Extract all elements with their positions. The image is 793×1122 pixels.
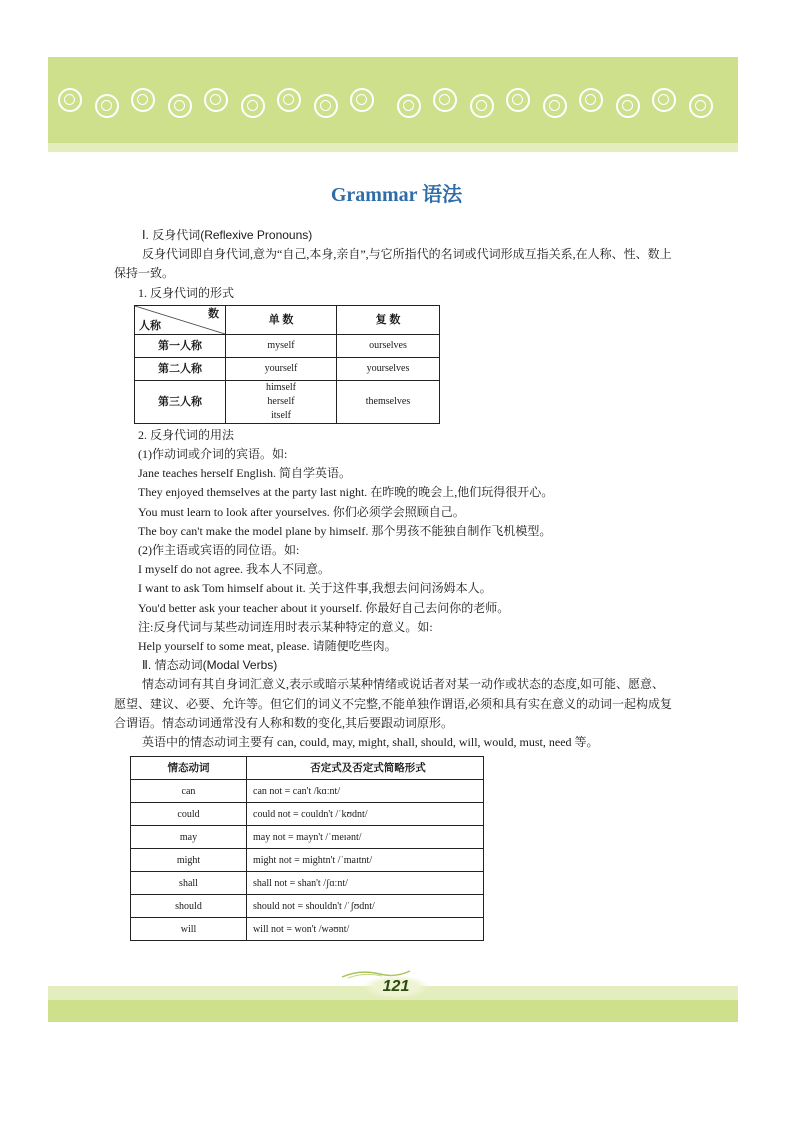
usage-note: 注:反身代词与某些动词连用时表示某种特定的意义。如: <box>138 619 433 634</box>
circle-ornament-icon <box>579 88 603 112</box>
circle-ornament-icon <box>350 88 374 112</box>
circle-ornament-icon <box>616 94 640 118</box>
table-cell-person: 第一人称 <box>135 334 226 357</box>
table-cell-plural: themselves <box>337 380 440 423</box>
table-cell-negative: may not = mayn't /ˈmeɪənt/ <box>247 826 484 849</box>
table-corner-cell <box>135 305 226 334</box>
section-heading-modal: Ⅱ. 情态动词(Modal Verbs) <box>142 658 278 673</box>
table-cell-verb: may <box>131 826 247 849</box>
table-cell-negative: should not = shouldn't /ˈʃʊdnt/ <box>247 895 484 918</box>
table-row <box>131 803 484 826</box>
table-cell-negative: shall not = shan't /ʃɑːnt/ <box>247 872 484 895</box>
subheading-usage: 2. 反身代词的用法 <box>138 427 235 442</box>
example-sentence: Help yourself to some meat, please. 请随便吃些肉。 <box>138 639 397 654</box>
table-cell-singular: yourself <box>226 357 337 380</box>
table-row <box>131 780 484 803</box>
example-sentence: I myself do not agree. 我本人不同意。 <box>138 562 330 577</box>
example-sentence: I want to ask Tom himself about it. 关于这件事,我想去问问汤姆本人。 <box>138 581 492 596</box>
page-content <box>114 226 674 941</box>
table-row <box>131 918 484 941</box>
example-sentence: You must learn to look after yourselves. 你们必须学会照顾自己。 <box>138 504 465 519</box>
usage-point-2: (2)作主语或宾语的同位语。如: <box>138 543 300 558</box>
circle-ornament-icon <box>506 88 530 112</box>
table-header-row <box>131 757 484 780</box>
section-intro-reflexive: 反身代词即自身代词,意为“自己,本身,亲自”,与它所指代的名词或代词形成互指关系,在人称、性、数上保持一致。 <box>114 247 672 281</box>
modal-verb-table <box>130 756 484 941</box>
table-cell-verb: could <box>131 803 247 826</box>
circle-ornament-icon <box>95 94 119 118</box>
table-row <box>135 380 440 423</box>
column-header-modal: 情态动词 <box>131 757 247 780</box>
page-number: 121 <box>362 975 430 999</box>
corner-label-number: 数 <box>208 307 219 320</box>
circle-ornament-icon <box>58 88 82 112</box>
circle-ornament-icon <box>204 88 228 112</box>
example-sentence: You'd better ask your teacher about it yourself. 你最好自己去问你的老师。 <box>138 600 510 615</box>
usage-point-1: (1)作动词或介词的宾语。如: <box>138 447 288 462</box>
table-cell-verb: should <box>131 895 247 918</box>
section-intro-modal: 情态动词有其自身词汇意义,表示或暗示某种情绪或说话者对某一动作或状态的态度,如可能、愿意、愿望、建议、必要、允许等。但它们的词义不完整,不能单独作谓语,必须和具有实在意义的动词一起构成复合谓语。情态动词通常没有人称和数的变化,其后要跟动词原形。 <box>114 677 673 730</box>
singular-form: himself <box>266 381 296 393</box>
header-band-stripe <box>48 143 738 152</box>
table-cell-person: 第二人称 <box>135 357 226 380</box>
circle-ornament-icon <box>131 88 155 112</box>
table-cell-plural: ourselves <box>337 334 440 357</box>
table-row <box>131 872 484 895</box>
table-cell-negative: might not = mightn't /ˈmaɪtnt/ <box>247 849 484 872</box>
modal-verb-list: 英语中的情态动词主要有 can, could, may, might, shall, should, will, would, must, need 等。 <box>142 735 599 750</box>
table-row <box>131 849 484 872</box>
circle-ornament-icon <box>470 94 494 118</box>
reflexive-pronoun-table <box>134 305 440 424</box>
example-sentence: They enjoyed themselves at the party last night. 在昨晚的晚会上,他们玩得很开心。 <box>138 485 554 500</box>
circle-ornament-icon <box>277 88 301 112</box>
table-cell-verb: can <box>131 780 247 803</box>
table-cell-negative: can not = can't /kɑːnt/ <box>247 780 484 803</box>
table-header-row <box>135 305 440 334</box>
page-title: Grammar 语法 <box>330 184 463 206</box>
section-heading-reflexive: Ⅰ. 反身代词(Reflexive Pronouns) <box>142 228 313 242</box>
column-header-singular: 单 数 <box>226 305 337 334</box>
table-row <box>135 357 440 380</box>
table-cell-negative: could not = couldn't /ˈkʊdnt/ <box>247 803 484 826</box>
table-cell-verb: might <box>131 849 247 872</box>
column-header-negative: 否定式及否定式简略形式 <box>247 757 484 780</box>
decorative-circles <box>58 84 730 124</box>
singular-form: herself <box>267 395 295 407</box>
table-row <box>131 895 484 918</box>
table-cell-negative: will not = won't /wəʊnt/ <box>247 918 484 941</box>
example-sentence: Jane teaches herself English. 简自学英语。 <box>138 466 351 481</box>
example-sentence: The boy can't make the model plane by himself. 那个男孩不能独自制作飞机模型。 <box>138 523 552 538</box>
table-row <box>135 334 440 357</box>
table-cell-singular <box>226 380 337 423</box>
circle-ornament-icon <box>433 88 457 112</box>
footer-band <box>48 1000 738 1022</box>
table-cell-person: 第三人称 <box>135 380 226 423</box>
circle-ornament-icon <box>689 94 713 118</box>
circle-ornament-icon <box>397 94 421 118</box>
circle-ornament-icon <box>543 94 567 118</box>
circle-ornament-icon <box>314 94 338 118</box>
singular-form: itself <box>271 409 291 421</box>
table-cell-verb: will <box>131 918 247 941</box>
circle-ornament-icon <box>241 94 265 118</box>
subheading-forms: 1. 反身代词的形式 <box>138 285 235 300</box>
circle-ornament-icon <box>652 88 676 112</box>
table-cell-singular: myself <box>226 334 337 357</box>
column-header-plural: 复 数 <box>337 305 440 334</box>
table-row <box>131 826 484 849</box>
table-cell-plural: yourselves <box>337 357 440 380</box>
circle-ornament-icon <box>168 94 192 118</box>
table-cell-verb: shall <box>131 872 247 895</box>
corner-label-person: 人称 <box>139 319 161 332</box>
